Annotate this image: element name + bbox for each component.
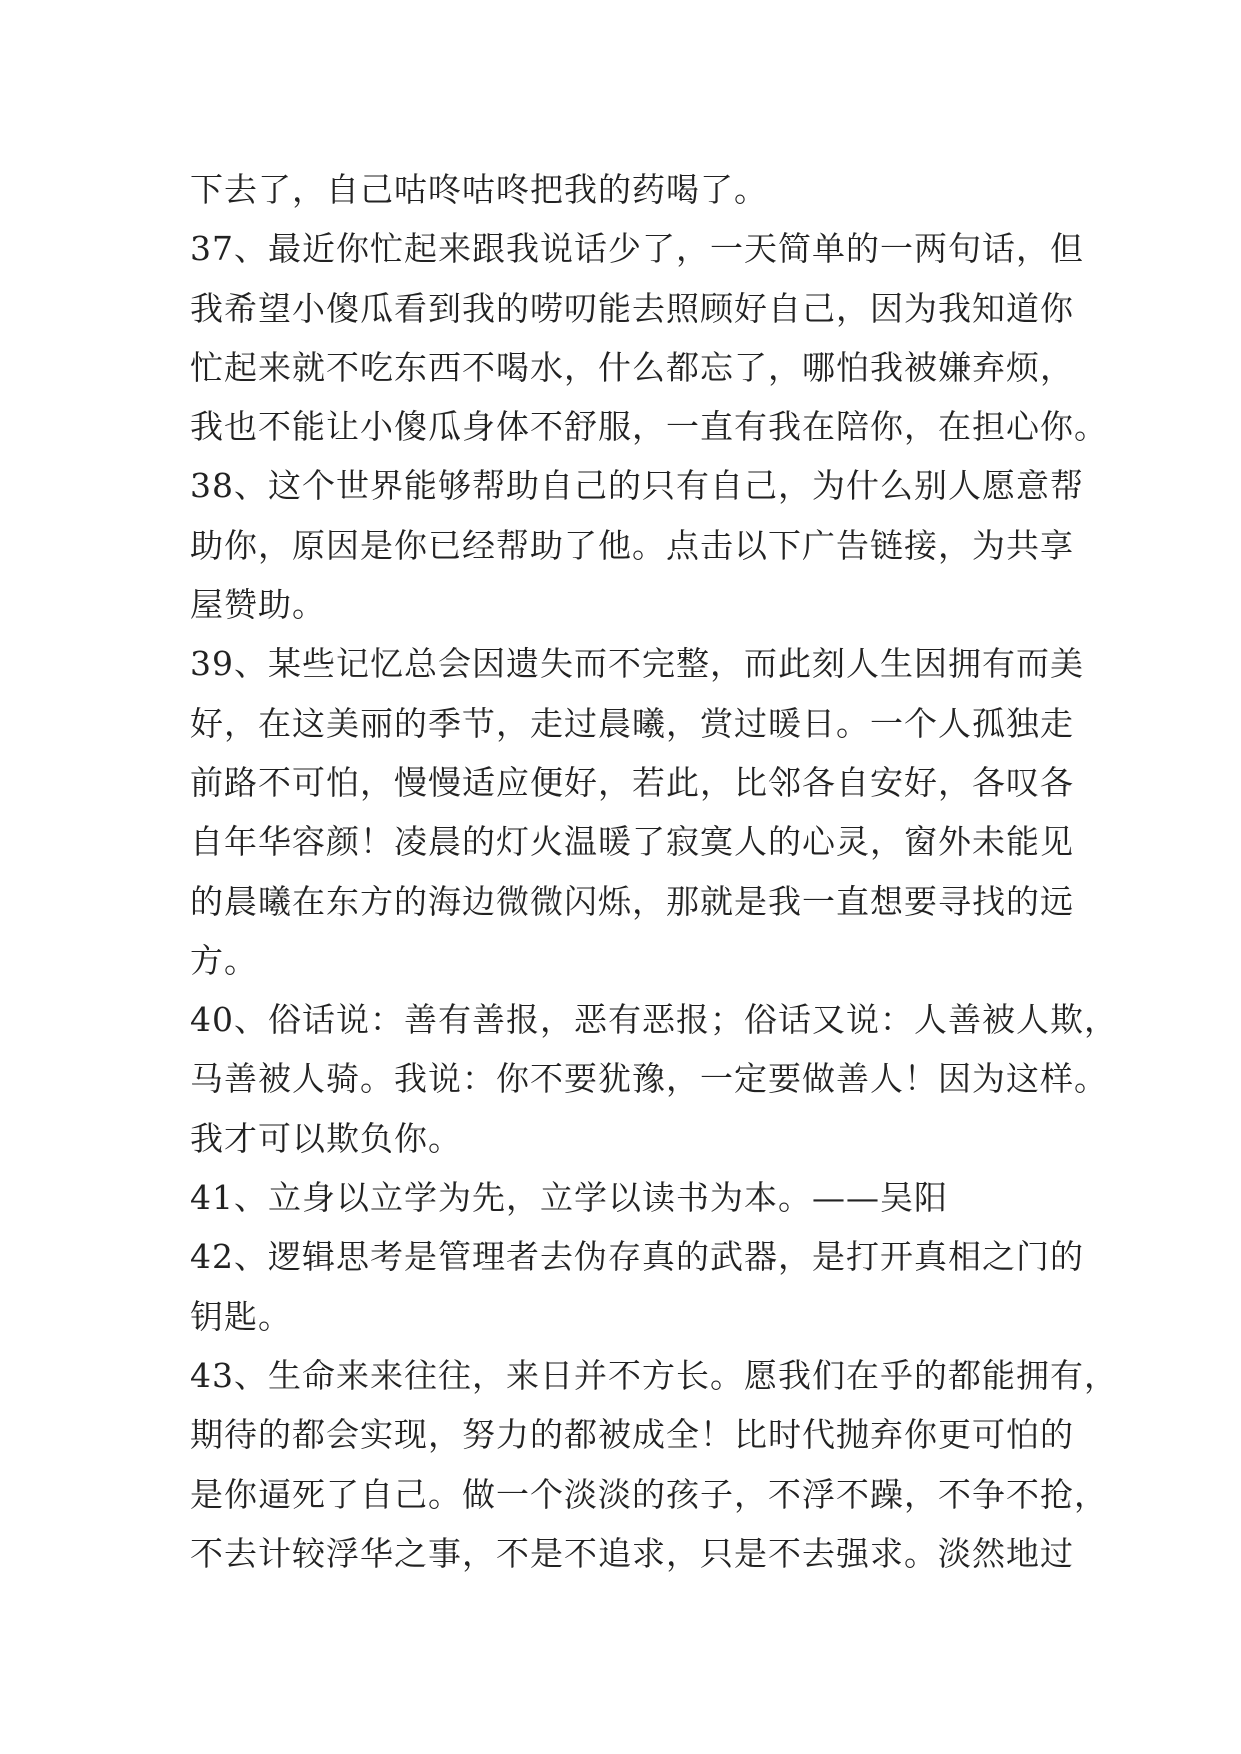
text-line: 不去计较浮华之事，不是不追求，只是不去强求。淡然地过 [190, 1533, 1074, 1573]
text-line: 我才可以欺负你。 [190, 1118, 462, 1158]
text-line: 好，在这美丽的季节，走过晨曦，赏过暖日。一个人孤独走 [190, 703, 1074, 743]
text-line: 屋赞助。 [190, 585, 326, 625]
text-line: 40、俗话说：善有善报，恶有恶报；俗话又说：人善被人欺， [190, 1000, 1118, 1040]
text-line: 我希望小傻瓜看到我的唠叨能去照顾好自己，因为我知道你 [190, 288, 1074, 328]
text-line: 41、立身以立学为先，立学以读书为本。——吴阳 [190, 1178, 948, 1218]
text-line: 是你逼死了自己。做一个淡淡的孩子，不浮不躁，不争不抢， [190, 1474, 1108, 1514]
text-line: 38、这个世界能够帮助自己的只有自己，为什么别人愿意帮 [190, 466, 1084, 506]
text-line: 前路不可怕，慢慢适应便好，若此，比邻各自安好，各叹各 [190, 762, 1074, 802]
document-body [190, 160, 1118, 1583]
text-line: 助你，原因是你已经帮助了他。点击以下广告链接，为共享 [190, 525, 1074, 565]
text-line: 期待的都会实现，努力的都被成全！比时代抛弃你更可怕的 [190, 1415, 1074, 1455]
text-line: 的晨曦在东方的海边微微闪烁，那就是我一直想要寻找的远 [190, 881, 1074, 921]
text-line: 下去了，自己咕咚咕咚把我的药喝了。 [190, 170, 768, 209]
text-line: 自年华容颜！凌晨的灯火温暖了寂寞人的心灵，窗外未能见 [190, 822, 1074, 862]
text-line: 42、逻辑思考是管理者去伪存真的武器，是打开真相之门的 [190, 1237, 1084, 1277]
text-line: 43、生命来来往往，来日并不方长。愿我们在乎的都能拥有， [190, 1355, 1118, 1395]
text-line: 39、某些记忆总会因遗失而不完整，而此刻人生因拥有而美 [190, 644, 1084, 684]
text-line: 我也不能让小傻瓜身体不舒服，一直有我在陪你，在担心你。 [190, 407, 1108, 447]
text-line: 马善被人骑。我说：你不要犹豫，一定要做善人！因为这样。 [190, 1059, 1108, 1099]
text-line: 忙起来就不吃东西不喝水，什么都忘了，哪怕我被嫌弃烦， [190, 347, 1074, 387]
text-line: 方。 [190, 940, 258, 980]
text-line: 37、最近你忙起来跟我说话少了，一天简单的一两句话，但 [190, 229, 1084, 269]
text-line: 钥匙。 [190, 1296, 292, 1336]
